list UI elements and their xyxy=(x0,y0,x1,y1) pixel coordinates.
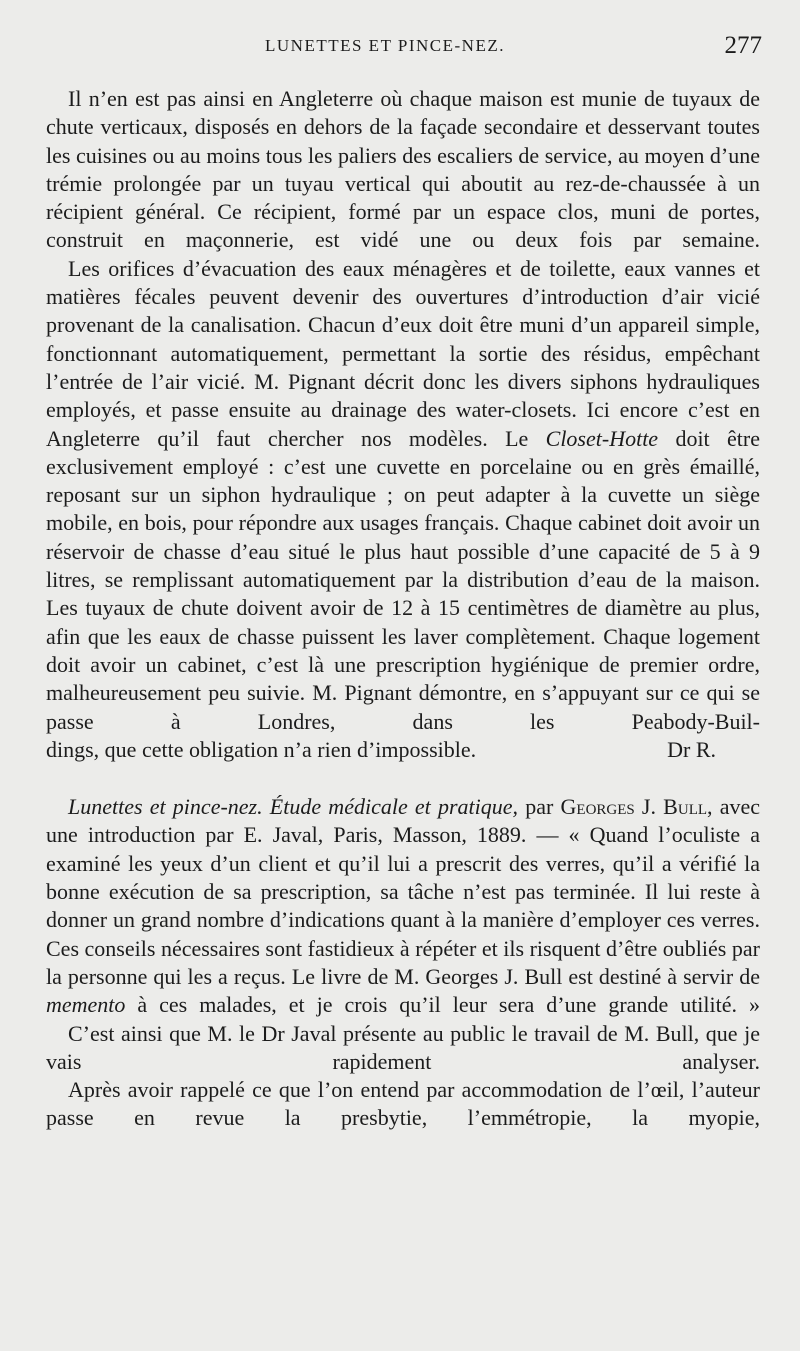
signature-line xyxy=(46,736,760,764)
page-body xyxy=(46,85,760,1133)
review-paragraph xyxy=(46,793,760,1019)
review-end: à ces malades, et je crois qu’il leur sera d’une grande utilité. » xyxy=(125,992,760,1018)
section-gap xyxy=(46,764,760,793)
paragraph-angleterre: Il n’en est pas ainsi en Angleterre où chaque maison est munie de tuyaux de chute verticaux, disposés en dehors de la façade secondaire et desservant toutes les cuisines ou au moins tous les paliers des escaliers de service, au moyen d’une trémie prolongée par un tuyau vertical qui aboutit au rez-de-chaussée à un récipient général. Ce récipient, formé par un espace clos, muni de portes, construit en maçonnerie, est vidé une ou deux fois par semaine. xyxy=(46,86,760,253)
review-details: , avec une introduction par E. Javal, Paris, Masson, 1889. — « Quand l’oculiste a examiné les yeux d’un client et qu’il lui a prescrit des verres, qu’il a vérifié la bonne exécution de sa prescription, sa tâche n’est pas terminée. Il lui reste à donner un grand nombre d’indications quant à la manière d’employer ces verres. Ces conseils nécessaires sont fastidieux à répéter et ils risquent d’être oubliés par la personne qui les a reçus. Le livre de M. Georges J. Bull est destiné à servir de xyxy=(46,794,761,989)
review-by: par xyxy=(518,794,561,820)
review-author: Georges J. Bull xyxy=(560,794,708,820)
paragraph-accommodation: Après avoir rappelé ce que l’on entend par accommodation de l’œil, l’auteur passe en revue la presbytie, l’emmétropie, la myopie, xyxy=(46,1077,760,1131)
paragraph-orifices-last-line: dings, que cette obligation n’a rien d’impossible. xyxy=(46,736,477,762)
memento-word: memento xyxy=(46,992,126,1018)
paragraph-javal: C’est ainsi que M. le Dr Javal présente au public le travail de M. Bull, que je vais rapidement analyser. xyxy=(46,1020,760,1074)
paragraph-orifices-text-a: Les orifices d’évacuation des eaux ménagères et de toilette, eaux vannes et matières fécales peuvent devenir des ouvertures d’introduction d’air vicié provenant de la canalisation. Chacun d’eux doit être muni d’un appareil simple, fonctionnant automatiquement, permettant la sortie des résidus, empêchant l’entrée de l’air vicié. M. Pignant décrit donc les divers siphons hydrauliques employés, et passe ensuite au drainage des water-closets. Ici encore c’est en Angleterre qu’il faut chercher nos modèles. Le xyxy=(46,255,760,451)
page-header xyxy=(0,32,800,66)
page-number: 277 xyxy=(724,32,762,59)
signature: Dr R. xyxy=(667,736,716,762)
running-title: LUNETTES ET PINCE-NEZ. xyxy=(265,36,505,55)
review-book-title: Lunettes et pince-nez. Étude médicale et pratique, xyxy=(68,794,519,820)
paragraph-orifices xyxy=(46,255,760,736)
closet-hotte-term: Closet-Hotte xyxy=(545,425,659,451)
paragraph-orifices-text-b: doit être exclusivement employé : c’est une cuvette en porcelaine ou en grès émaillé, reposant sur un siphon hydraulique ; on peut adapter à la cuvette un siège mobile, en bois, pour répondre aux usages français. Chaque cabinet doit avoir un réservoir de chasse d’eau situé le plus haut possible d’une capacité de 5 à 9 litres, se remplissant automatiquement par la distribution d’eau de la maison. Les tuyaux de chute doivent avoir de 12 à 15 centimètres de diamètre au plus, afin que les eaux de chasse puissent les laver complètement. Chaque logement doit avoir un cabinet, c’est là une prescription hygiénique de premier ordre, malheureusement peu suivie. M. Pignant démontre, en s’appuyant sur ce qui se passe à Londres, dans les Peabody-Buil- xyxy=(46,425,760,734)
